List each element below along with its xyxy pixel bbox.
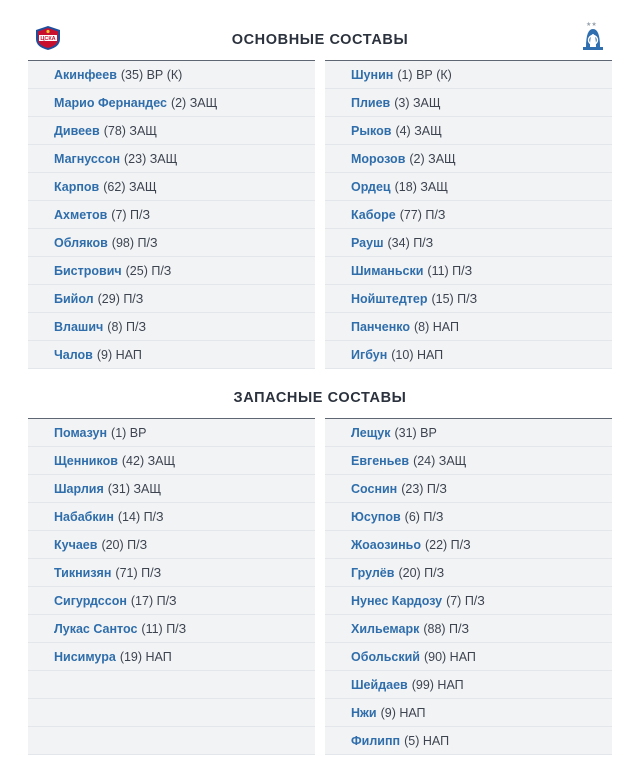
- substitutes-away-list: [325, 419, 612, 755]
- player-number-position: (29) П/З: [97, 291, 144, 306]
- player-number-position: (42) ЗАЩ: [121, 453, 176, 468]
- player-row: [28, 89, 315, 117]
- player-name-link[interactable]: Акинфеев: [54, 67, 117, 82]
- player-name-link[interactable]: Бийол: [54, 291, 94, 306]
- player-number-position: (35) ВР (К): [120, 67, 183, 82]
- player-name-link[interactable]: Панченко: [351, 319, 410, 334]
- player-row: [28, 285, 315, 313]
- player-name-link[interactable]: Марио Фернандес: [54, 95, 167, 110]
- player-number-position: (90) НАП: [423, 649, 476, 664]
- player-number-position: (20) П/З: [101, 537, 148, 552]
- starting-away-list: [325, 61, 612, 369]
- player-number-position: (1) ВР: [111, 425, 147, 440]
- substitutes-title: ЗАПАСНЫЕ СОСТАВЫ: [233, 390, 407, 406]
- player-name-link[interactable]: Шейдаев: [351, 677, 408, 692]
- player-row: [28, 419, 315, 447]
- player-name-link[interactable]: Евгеньев: [351, 453, 410, 468]
- player-name-link[interactable]: Набабкин: [54, 509, 114, 524]
- player-number-position: (2) ЗАЩ: [170, 95, 218, 110]
- player-number-position: (4) ЗАЩ: [395, 123, 442, 138]
- player-row: [28, 257, 315, 285]
- player-number-position: (31) ВР: [394, 425, 437, 440]
- player-row: [28, 531, 315, 559]
- player-row: [28, 229, 315, 257]
- player-row: [325, 699, 612, 727]
- player-name-link[interactable]: Плиев: [351, 95, 391, 110]
- player-row: [28, 503, 315, 531]
- player-number-position: (71) П/З: [115, 565, 162, 580]
- player-row: [325, 173, 612, 201]
- player-row: [28, 699, 315, 727]
- player-number-position: (99) НАП: [411, 677, 464, 692]
- player-row: [325, 89, 612, 117]
- player-name-link[interactable]: Дивеев: [54, 123, 100, 138]
- player-number-position: (62) ЗАЩ: [103, 179, 157, 194]
- player-number-position: (11) П/З: [427, 263, 473, 278]
- player-row: [325, 727, 612, 755]
- player-name-link[interactable]: Кучаев: [54, 537, 98, 552]
- player-number-position: (17) П/З: [130, 593, 177, 608]
- player-number-position: (5) НАП: [404, 733, 450, 748]
- player-number-position: (1) ВР (К): [397, 67, 452, 82]
- player-number-position: (22) П/З: [424, 537, 471, 552]
- player-number-position: (34) П/З: [387, 235, 434, 250]
- svg-text:ЦСКА: ЦСКА: [40, 36, 56, 42]
- player-row: [325, 419, 612, 447]
- player-name-link[interactable]: Хильемарк: [351, 621, 420, 636]
- player-row: [28, 615, 315, 643]
- player-name-link[interactable]: Лещук: [351, 425, 391, 440]
- player-number-position: (15) П/З: [431, 291, 478, 306]
- player-row: [325, 587, 612, 615]
- player-number-position: (19) НАП: [119, 649, 172, 664]
- player-number-position: (11) П/З: [141, 621, 187, 636]
- player-row: [28, 341, 315, 369]
- starting-home-list: [28, 61, 315, 369]
- player-number-position: (24) ЗАЩ: [413, 453, 467, 468]
- player-row: [325, 313, 612, 341]
- player-name-link[interactable]: Жоаозиньо: [351, 537, 421, 552]
- player-name-link[interactable]: Помазун: [54, 425, 108, 440]
- player-row: [325, 61, 612, 89]
- player-name-link[interactable]: Рауш: [351, 235, 384, 250]
- player-row: [28, 145, 315, 173]
- starting-lineups-header: [28, 30, 612, 54]
- player-row: [325, 475, 612, 503]
- player-row: [28, 201, 315, 229]
- player-name-link[interactable]: Тикнизян: [54, 565, 112, 580]
- player-name-link[interactable]: Ордец: [351, 179, 391, 194]
- player-name-link[interactable]: Соснин: [351, 481, 398, 496]
- player-row: [28, 173, 315, 201]
- player-name-link[interactable]: Щенников: [54, 453, 118, 468]
- player-row: [28, 587, 315, 615]
- player-row: [325, 643, 612, 671]
- player-number-position: (88) П/З: [423, 621, 470, 636]
- player-name-link[interactable]: Юсупов: [351, 509, 401, 524]
- player-row: [28, 727, 315, 755]
- substitutes-header: [28, 388, 612, 412]
- player-number-position: (10) НАП: [391, 347, 444, 362]
- player-name-link[interactable]: Нжи: [351, 705, 377, 720]
- player-number-position: (25) П/З: [125, 263, 172, 278]
- player-name-link[interactable]: Шунин: [351, 67, 394, 82]
- player-row: [28, 671, 315, 699]
- player-number-position: (8) П/З: [107, 319, 147, 334]
- player-number-position: (18) ЗАЩ: [394, 179, 448, 194]
- player-name-link[interactable]: Нойштедтер: [351, 291, 428, 306]
- player-number-position: (14) П/З: [117, 509, 164, 524]
- player-name-link[interactable]: Филипп: [351, 733, 401, 748]
- player-name-link[interactable]: Рыков: [351, 123, 392, 138]
- starting-lineups-title: ОСНОВНЫЕ СОСТАВЫ: [231, 32, 409, 48]
- player-row: [325, 615, 612, 643]
- player-row: [28, 61, 315, 89]
- player-row: [325, 285, 612, 313]
- substitutes-home-list: [28, 419, 315, 755]
- player-number-position: (9) НАП: [380, 705, 426, 720]
- player-name-link[interactable]: Обляков: [54, 235, 108, 250]
- player-row: [325, 229, 612, 257]
- player-row: [28, 117, 315, 145]
- player-name-link[interactable]: Игбун: [351, 347, 388, 362]
- svg-text:★★: ★★: [586, 21, 597, 28]
- player-number-position: (7) П/З: [111, 207, 151, 222]
- player-number-position: (78) ЗАЩ: [103, 123, 158, 138]
- player-name-link[interactable]: Каборе: [351, 207, 396, 222]
- player-number-position: (6) П/З: [404, 509, 444, 524]
- player-name-link[interactable]: Шарлия: [54, 481, 104, 496]
- player-name-link[interactable]: Нисимура: [54, 649, 116, 664]
- player-name-link[interactable]: Чалов: [54, 347, 93, 362]
- player-row: [28, 313, 315, 341]
- player-number-position: (77) П/З: [399, 207, 446, 222]
- player-name-link[interactable]: Обольский: [351, 649, 420, 664]
- player-name-link[interactable]: Сигурдссон: [54, 593, 127, 608]
- player-row: [325, 447, 612, 475]
- player-name-link[interactable]: Лукас Сантос: [54, 621, 138, 636]
- player-number-position: (98) П/З: [111, 235, 158, 250]
- player-name-link[interactable]: Влашич: [54, 319, 104, 334]
- player-name-link[interactable]: Ахметов: [54, 207, 108, 222]
- player-row: [28, 447, 315, 475]
- player-name-link[interactable]: Нунес Кардозу: [351, 593, 443, 608]
- player-row: [325, 503, 612, 531]
- player-number-position: (23) П/З: [401, 481, 447, 496]
- player-row: [28, 475, 315, 503]
- player-row: [325, 531, 612, 559]
- player-row: [325, 559, 612, 587]
- player-name-link[interactable]: Шиманьски: [351, 263, 424, 278]
- player-number-position: (2) ЗАЩ: [409, 151, 456, 166]
- player-row: [325, 671, 612, 699]
- player-row: [325, 341, 612, 369]
- player-name-link[interactable]: Магнуссон: [54, 151, 121, 166]
- player-row: [325, 117, 612, 145]
- player-row: [325, 257, 612, 285]
- player-row: [325, 201, 612, 229]
- player-number-position: (3) ЗАЩ: [394, 95, 441, 110]
- player-row: [325, 145, 612, 173]
- player-name-link[interactable]: Морозов: [351, 151, 406, 166]
- player-number-position: (20) П/З: [398, 565, 445, 580]
- player-number-position: (23) ЗАЩ: [124, 151, 178, 166]
- player-row: [28, 559, 315, 587]
- player-number-position: (8) НАП: [413, 319, 459, 334]
- player-name-link[interactable]: Карпов: [54, 179, 100, 194]
- player-number-position: (7) П/З: [446, 593, 485, 608]
- player-number-position: (9) НАП: [96, 347, 142, 362]
- player-row: [28, 643, 315, 671]
- player-number-position: (31) ЗАЩ: [107, 481, 162, 496]
- player-name-link[interactable]: Бистрович: [54, 263, 122, 278]
- player-name-link[interactable]: Грулёв: [351, 565, 395, 580]
